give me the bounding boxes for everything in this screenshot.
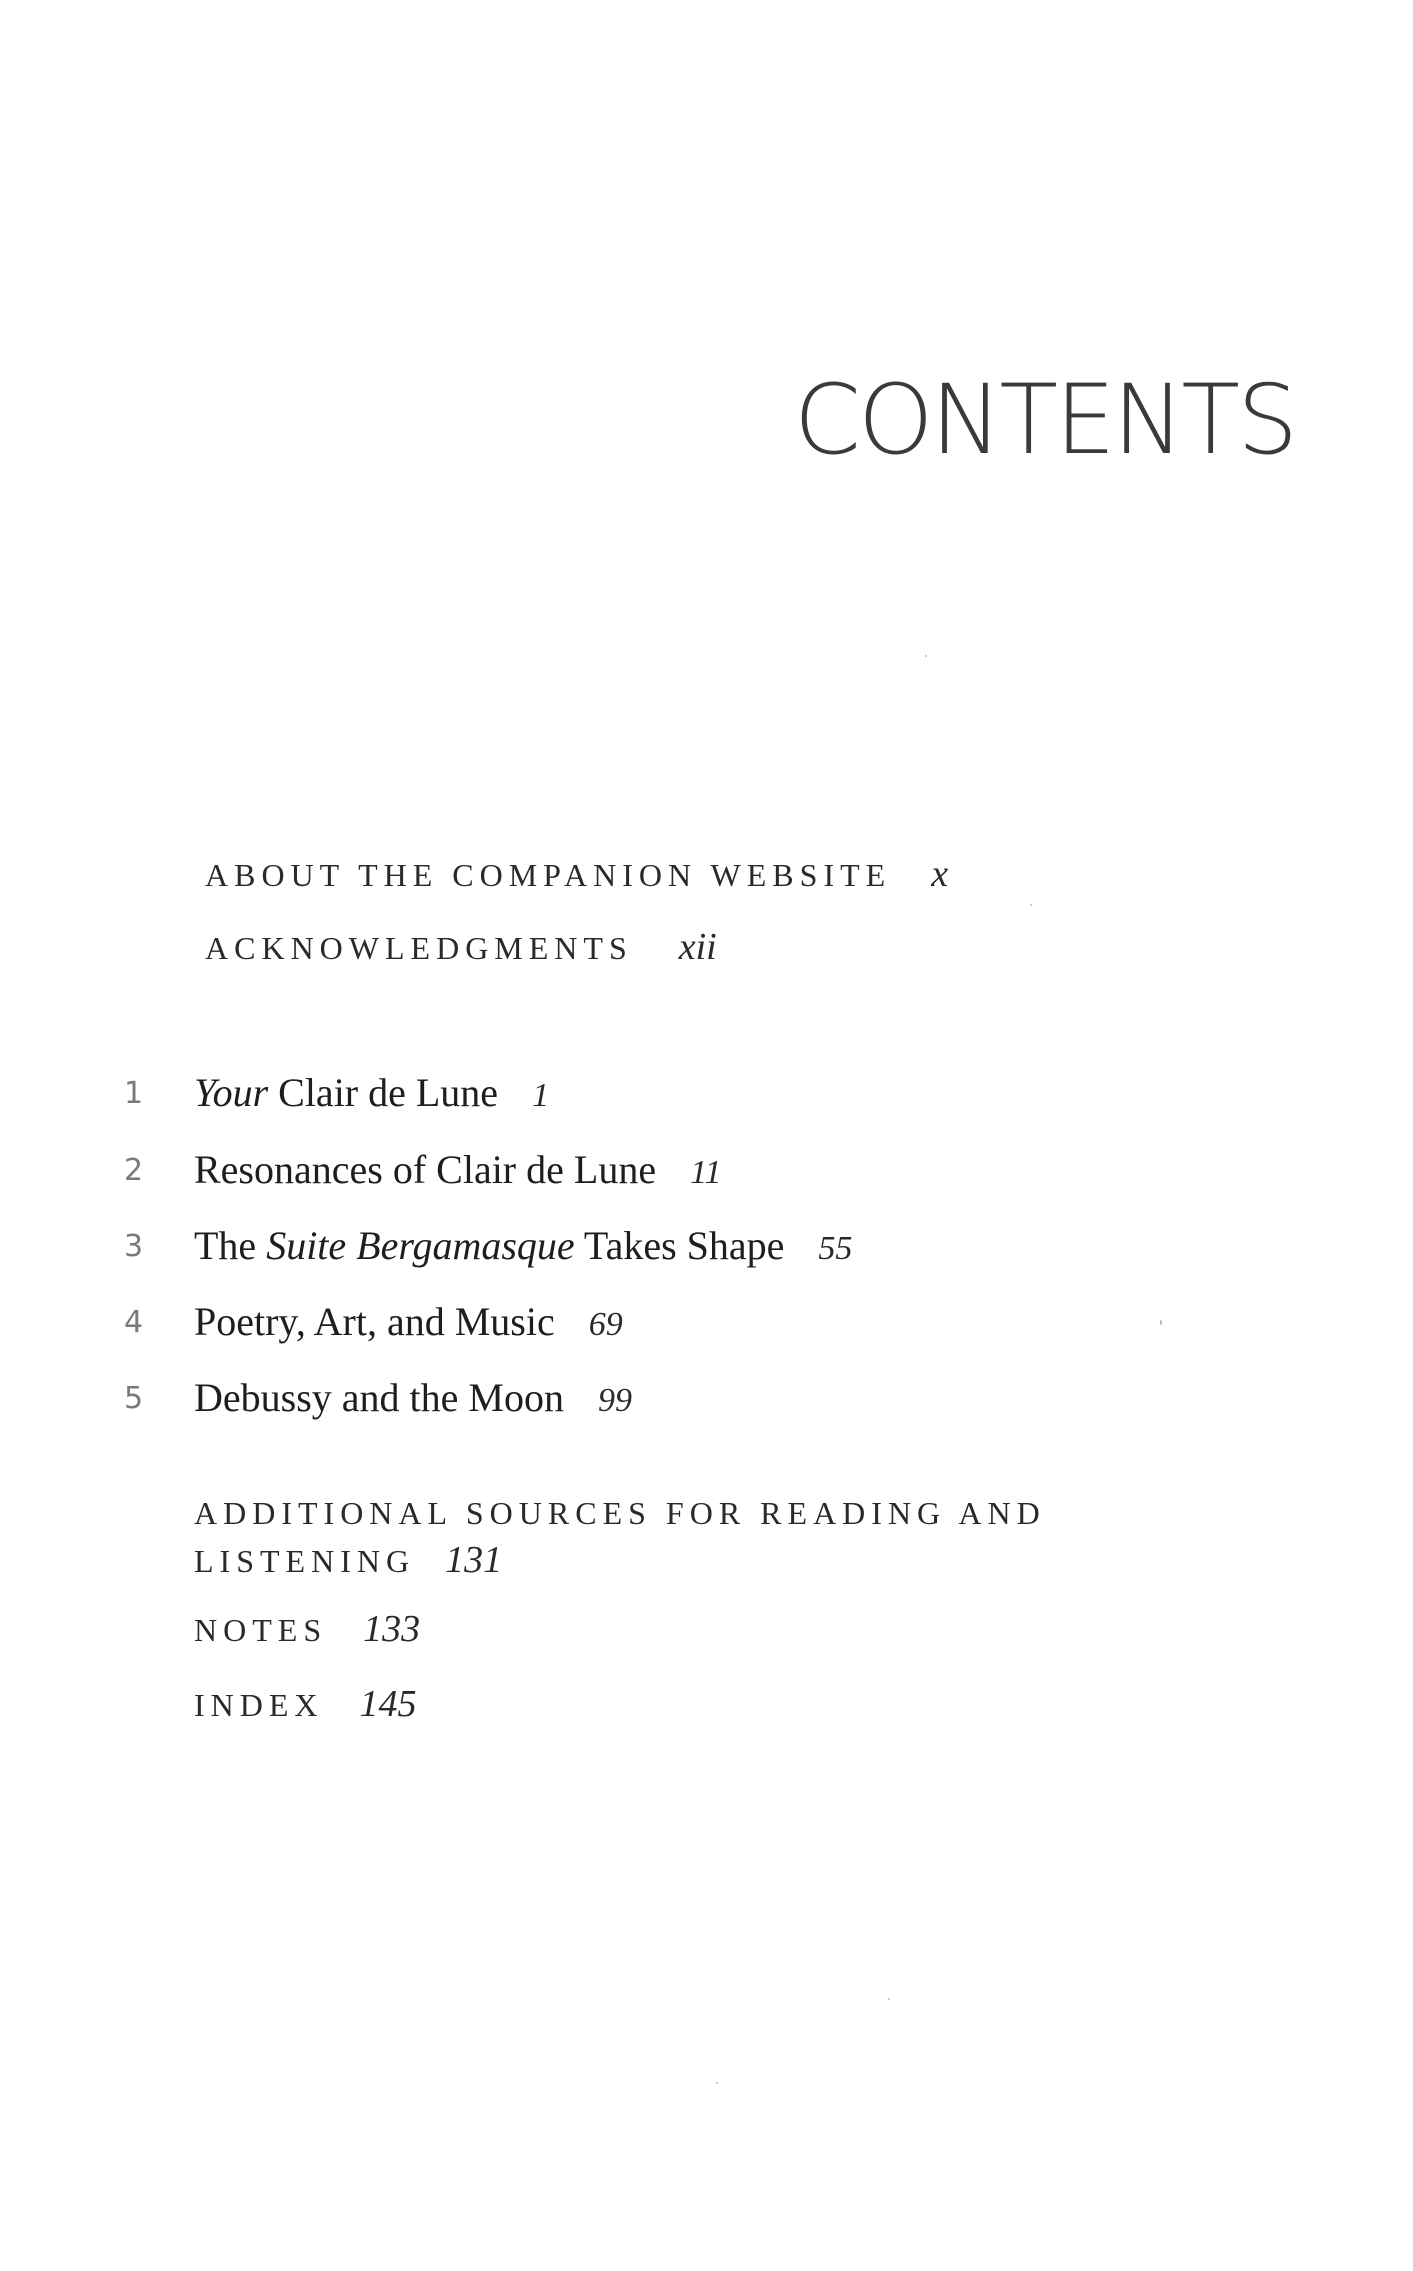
toc-entry-label: NOTES	[194, 1612, 328, 1648]
toc-entry-label: ABOUT THE COMPANION WEBSITE	[205, 857, 892, 893]
scan-speck	[925, 655, 927, 657]
page-title: CONTENTS	[793, 364, 1295, 476]
chapter-page: 69	[588, 1306, 623, 1343]
scan-speck	[716, 2082, 718, 2084]
toc-entry-index[interactable]	[194, 1685, 417, 1723]
chapter-title: Debussy and the Moon	[194, 1375, 564, 1420]
toc-entry-page: x	[931, 853, 949, 895]
chapter-title: Your Clair de Lune	[194, 1070, 499, 1115]
toc-entry-label: INDEX	[194, 1687, 324, 1723]
toc-entry-page: 133	[363, 1608, 421, 1650]
toc-entry-companion-website[interactable]	[205, 855, 948, 893]
chapter-number: 5	[124, 1381, 144, 1416]
toc-chapter-4[interactable]	[124, 1299, 623, 1344]
toc-entry-page: 131	[445, 1539, 503, 1581]
toc-entry-acknowledgments[interactable]	[205, 928, 717, 966]
chapter-page: 11	[690, 1154, 722, 1191]
chapter-page: 55	[818, 1230, 853, 1267]
toc-entry-label: ADDITIONAL SOURCES FOR READING AND LISTENING	[194, 1495, 1046, 1579]
toc-chapter-1[interactable]	[124, 1070, 550, 1115]
scan-speck	[1160, 1320, 1162, 1325]
chapter-title: Resonances of Clair de Lune	[194, 1147, 657, 1192]
toc-entry-page: xii	[678, 926, 717, 968]
chapter-title: The Suite Bergamasque Takes Shape	[194, 1223, 785, 1268]
chapter-number: 1	[124, 1076, 144, 1111]
scan-speck	[888, 1998, 890, 2000]
chapter-number: 4	[124, 1305, 144, 1340]
chapter-page: 99	[597, 1382, 632, 1419]
scan-speck	[1030, 904, 1032, 906]
toc-chapter-3[interactable]	[124, 1223, 853, 1268]
toc-entry-label: ACKNOWLEDGMENTS	[205, 930, 633, 966]
toc-entry-page: 145	[359, 1683, 417, 1725]
chapter-number: 3	[124, 1229, 144, 1264]
toc-chapter-5[interactable]	[124, 1375, 632, 1420]
chapter-title: Poetry, Art, and Music	[194, 1299, 555, 1344]
chapter-number: 2	[124, 1153, 144, 1188]
chapter-page: 1	[532, 1077, 550, 1114]
toc-entry-notes[interactable]	[194, 1610, 420, 1648]
toc-chapter-2[interactable]	[124, 1147, 722, 1192]
toc-entry-additional-sources[interactable]	[194, 1490, 1154, 1585]
